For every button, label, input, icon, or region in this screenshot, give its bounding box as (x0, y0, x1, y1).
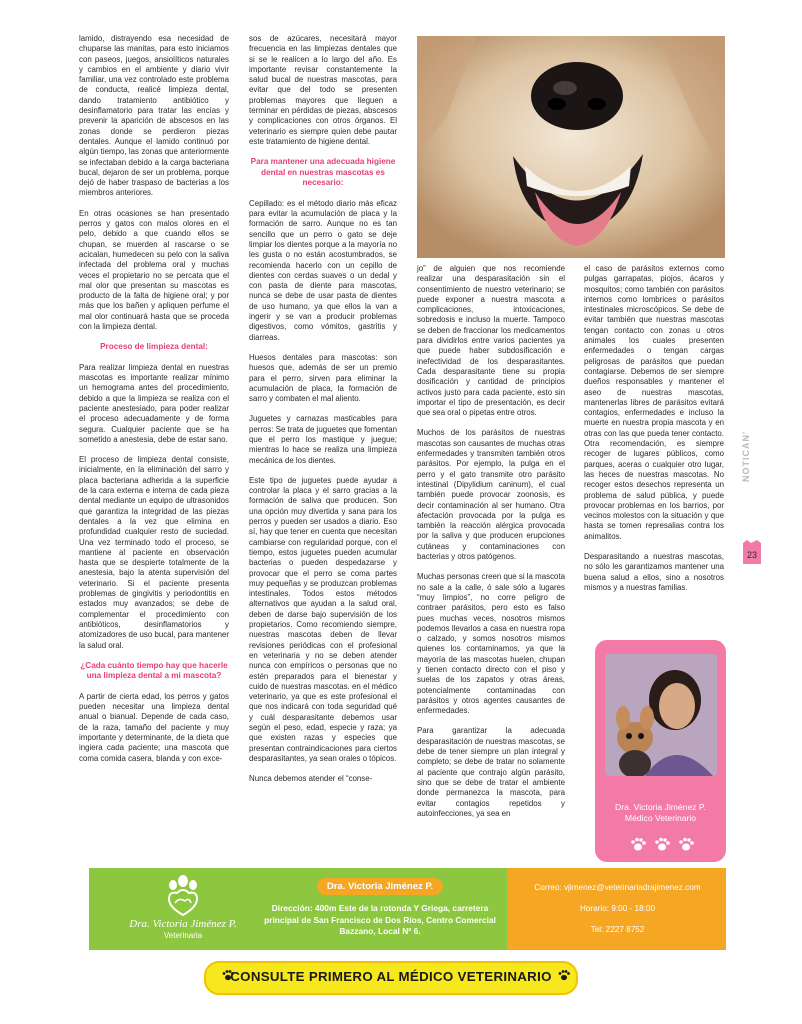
article-column-1 (79, 34, 229, 774)
paragraph: Huesos dentales para mascotas: son huesos que, además de ser un premio para el perro, sirven para eliminar la acumulación de placa, la formación de sarro y combaten el mal aliento. (249, 352, 397, 404)
paragraph: Juguetes y carnazas masticables para perros: Se trata de juguetes que fomentan que el perro los mastique y juegue; mientras lo hace se realiza una limpieza mecánica de los dientes. (249, 414, 397, 465)
article-column-3 (417, 264, 565, 829)
banner-email[interactable]: Correo: vjimenez@veterinariadrajimenez.com (534, 883, 701, 892)
paragraph: Para garantizar la adecuada desparasitación de nuestras mascotas, se debe de tener siempre un plan integral y completo; se debe de tratar no solamente al paciente que contrajo algún parásito, sino que se debe de tratar el ambiente donde permanezca la mascota, para evitar contagios repetidos y autoinfecciones, ya sea en (417, 726, 565, 818)
paragraph: Muchas personas creen que si la mascota no sale a la calle, ó sale sólo a lugares “muy limpios”, no corre peligro de contraer parásitos, pero esto es falso pues muchas veces, nosotros mismos podemos llevarlos a casa en nuestra ropa o calzado, y somos nosotros mismos quienes los contaminamos, ya que la mayoría de las mascotas huelen, chupan y tienen contacto directo con el piso y suelas de los zapatos y otras áreas, potencialmente contaminadas con parásitos y otros agentes causantes de enfermedades. (417, 572, 565, 716)
doctor-title: Médico Veterinario (624, 813, 697, 823)
page-number: 23 (746, 550, 758, 560)
dog-photo (417, 36, 725, 258)
clinic-logo (149, 873, 213, 919)
article-column-2 (249, 34, 397, 795)
paragraph: Nunca debemos atender el “conse- (249, 774, 373, 784)
paragraph: jo” de alguien que nos recomiende realizar una desparasitación sin el consentimiento de nuestro veterinario; se puede exponer a nuestra mascota a complicaciones, intoxicaciones, sobredosis e incluso la muerte. Tampoco se deben de fraccionar los medicamentos para dividirlos entre varios pacientes ya que puede haber subdosificación e inefectividad de los desparasitantes. Cada desparasitante tiene su propia dosificación y cantidad de principios activos justo para cada paciente, esto sin importar el tipo de presentación, es decir que sea oral o pipetas entre otros. (417, 264, 565, 418)
paw-icon (631, 838, 646, 851)
paw-heart-icon (149, 873, 213, 919)
paragraph: El proceso de limpieza dental consiste, inicialmente, en la eliminación del sarro y placa bacteriana adherida a la superficie de la cara externa e interna de cada pieza dental mediante un equipo de ultrasonidos que garantiza la integridad de las piezas dentales a la vez que elimina en profundidad cualquier resto de suciedad. Una vez terminado todo el proceso, se mantiene al paciente en observación hasta que se despierte totalmente de la anestesia, bajo la atenta supervisión del veterinario. Si el paciente presenta problemas de gingivitis y periodontitis en estados muy avanzados; se debe de complementar el procedimiento con antibióticos, desinflamatorios y atomizadores de uso bucal, para mantener la salud oral. (79, 455, 230, 650)
paragraph: Muchos de los parásitos de nuestras mascotas son causantes de muchas otras enfermedades y transmiten también otros parásitos. Por ejemplo, la pulga en el perro y el gato transmite otro parásito intestinal (Dipylidium caninum), el cual también puede provocar zoonosis, es decir contaminación al ser humano. Otra afectación provocada por la pulga es también la reacción alérgica provocada por la saliva y que producen erupciones cutáneas y contaminaciones con bacterias y otros patógenos. (417, 428, 565, 562)
clinic-logo-name: Dra. Victoria Jiménez P. (129, 918, 237, 930)
clinic-logo-subtitle: Veterinaria (163, 931, 203, 940)
doctor-portrait (605, 654, 717, 776)
paragraph: Cepillado: es el método diario más eficaz para evitar la acumulación de placa y la formación de sarro. Aunque no es tan sencillo que un perro o gato se deje limpiar los dientes porque a la mayoría no les gusta o no están acostumbrados, se recomienda hacerlo con un cepillo de dientes con cerdas suaves o un dedal y con pasta de diente para mascotas, nunca se debe de usar pasta de dientes de uso humano, ya que ellos la van a ingerir y se van a producir problemas digestivos, como vómitos, gastritis y diarreas. (249, 198, 397, 342)
paw-icon (655, 838, 670, 851)
paragraph: Para realizar limpieza dental en nuestras mascotas es importante realizar mínimo un hemograma antes del procedimiento, debido a que la limpieza se realiza con el paciente anestesiado, para poder realizar el proceso adecuadamente y de forma segura. Cualquier paciente que se ha sometido a anestesia, debe de estar sano. (79, 362, 229, 444)
article-column-4 (584, 264, 724, 603)
section-heading: Proceso de limpieza dental: (100, 342, 208, 352)
paragraph: En otras ocasiones se han presentado perros y gatos con malos olores en el pelo, debido a que cuando ellos se chupan, se muerden al rascarse o se acicalan, humedecen su pelo con la saliva infectada del problema oral y muchas veces el propietario no se percata que el mal olor que presentan su mascotas es producto de la falta de higiene oral; y por más que los bañen y apliquen perfume el mal olor continuará hasta que se proceda con la limpieza dental. (79, 208, 229, 332)
section-label: NOTICAN' (741, 430, 751, 482)
doctor-name: Dra. Victoria Jiménez P. (615, 802, 706, 812)
doctor-caption (597, 802, 724, 824)
paragraph: Desparasitando a nuestras mascotas, no sólo les garantizamos mantener una buena salud a ellos, sino a nosotros mismos y a nuestras familias. (584, 552, 724, 592)
paw-prints (628, 836, 698, 852)
section-heading: Para mantener una adecuada higiene dental en nuestras mascotas es necesario: (250, 157, 396, 188)
page-number-badge (741, 540, 763, 564)
section-heading: ¿Cada cuánto tiempo hay que hacerle una limpieza dental a mi mascota? (80, 660, 228, 681)
banner-hours: Horario: 9:00 - 18:00 (579, 904, 656, 913)
paragraph: sos de azúcares, necesitará mayor frecuencia en las limpiezas dentales que si se le realicen a lo largo del año. Es importante revisar constantemente la salud bucal de nuestras mascotas, para evitar que del todo se presenten problemas mayores que lleguen a terminar en pérdidas de piezas, abscesos y complicaciones con otros órganos. El veterinario es siempre quien debe pautar este tratamiento de higiene dental. (249, 34, 397, 146)
doctor-photo (605, 654, 717, 776)
clinic-logo-text (108, 918, 258, 941)
banner-phone[interactable]: Tel: 2227 8752 (590, 925, 645, 934)
dog-illustration (417, 36, 725, 258)
banner-doctor-title: Dra. Victoria Jiménez P. (317, 878, 443, 895)
paw-icon (679, 838, 694, 851)
footer-text: CONSULTE PRIMERO AL MÉDICO VETERINARIO (230, 969, 552, 984)
paragraph: lamido, distrayendo esa necesidad de chuparse las manitas, para esto iniciamos con paseos, juegos, ansiolíticos naturales y cambios en el ambiente y diario vivir familiar, una vez controlado este problema de conducta, realicé limpieza dental, dando tratamiento antibiótico y desinflamatorio para tratar las encías y prevenir la aparición de abscesos en las zonas donde se perdieron piezas dentales. Aunque el lamido continuó por algún tiempo, las zonas que anteriormente se infectaban debido a la carga bacteriana bucal, dejaron de ser un problema, porque dejó de haber traspaso de bacterias a los miembros anteriores. (79, 34, 229, 198)
banner-center (256, 876, 504, 938)
paragraph: A partir de cierta edad, los perros y gatos pueden necesitar una limpieza dental anual o bianual. Depende de cada caso, de la raza, tamaño del paciente y muy importante y determinante, de la dieta que ingiera cada paciente; una mascota que coma comida casera, blanda y con exce- (79, 691, 229, 763)
paragraph: el caso de parásitos externos como pulgas garrapatas, piojos, ácaros y mosquitos; como también con parásitos internos como lombrices o parásitos intestinales microscópicos. Se debe de evitar también que nuestras mascotas tengan contacto con zonas u otros animales los cuales presenten enfermedades o tengan cargas peligrosas de parásitos que puedan contagiarse. Debemos de ser siempre dueños responsables y mantener el aseo de nuestras mascotas, mantenerlas libres de parásitos evitará contagios, enfermedades e incluso la muerte en nuestra propia mascota y en otras con las que pueda tener contacto. Otra recomendación, es siempre recoger de lugares públicos, como parques, aceras o cualquier otro lugar, las heces de nuestras mascotas. No recoger estos desechos representa un problema de salud pública, y puede provocar problemas en los barrios, por vecinos molestos con la situación y que hasta se tomen represalias contra los animalitos. (584, 264, 724, 541)
banner-address: Dirección: 400m Este de la rotonda Y Griega, carretera principal de San Francisco de Dos Ríos, Centro Comercial Bazzano, Local Nº 6. (264, 903, 496, 936)
paragraph: Este tipo de juguetes puede ayudar a controlar la placa y el sarro gracias a la formación de saliva que producen. Son una opción muy divertida y sana para los perros y pueden ser usados a diario. Eso sí, hay que tener en cuenta que necesitan cambiarse con regularidad porque, con el tiempo, estos juguetes pueden acumular bacterias o pueden despedazarse y provocar que el perro se coma partes muy pequeñas y se produzcan problemas intestinales. Todos estos métodos alternativos que ayudan a la salud oral, deben de darse bajo supervisión de los propietarios. Como recomiendo siempre, nuestras mascotas deben de llevar revisiones periódicas con el profesional en veterinaria y no se deben atender nunca con empíricos o personas que no estén preparados para el bienestar y cuido de nuestras mascotas. en el médico veterinario, ya que es este profesional el que nos indicará con toda seguridad qué y cuál desparasitante debemos usar según el peso, edad, especie y raza; ya que existen razas y especies que presentan contraindicaciones para ciertos desparasitantes, ya sean orales o tópicos. (249, 475, 397, 763)
banner-contact (509, 880, 726, 937)
